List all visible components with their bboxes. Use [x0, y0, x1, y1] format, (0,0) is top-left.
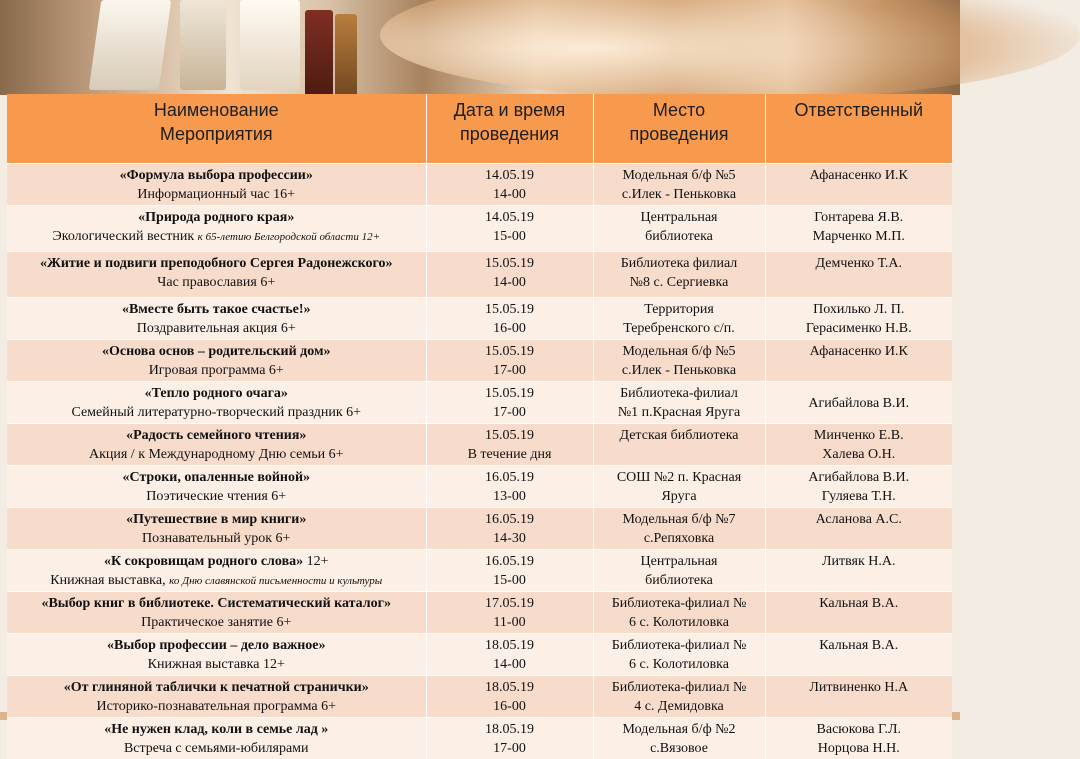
- event-datetime-cell: [426, 206, 593, 252]
- event-responsible-2: Гуляева Т.Н.: [768, 487, 951, 506]
- event-responsible-1: Афанасенко И.К: [768, 166, 951, 185]
- event-date: 18.05.19: [429, 636, 591, 655]
- event-datetime-cell: [426, 424, 593, 466]
- event-place-line1: Модельная б/ф №5: [596, 166, 763, 185]
- event-responsible-1: Литвяк Н.А.: [768, 552, 951, 571]
- book-image: [305, 10, 333, 100]
- event-title: «Выбор профессии – дело важное»: [107, 638, 326, 653]
- header-name-line1: Наименование: [11, 98, 422, 122]
- event-responsible-cell: [765, 252, 952, 298]
- event-time: 14-00: [429, 655, 591, 674]
- table-header-row: [7, 94, 952, 164]
- event-responsible-cell: [765, 550, 952, 592]
- event-description: Историко-познавательная программа 6+: [96, 699, 336, 714]
- event-datetime-cell: [426, 466, 593, 508]
- event-name-cell: [7, 340, 426, 382]
- column-header-place: [593, 94, 765, 164]
- event-title: «Вместе быть такое счастье!»: [122, 302, 311, 317]
- event-description: Акция / к Международному Дню семьи 6+: [89, 447, 344, 462]
- event-date: 15.05.19: [429, 384, 591, 403]
- event-datetime-cell: [426, 592, 593, 634]
- event-responsible-1: Агибайлова В.И.: [768, 468, 951, 487]
- event-name-cell: [7, 466, 426, 508]
- book-image: [89, 0, 172, 90]
- header-date-line1: Дата и время: [431, 98, 589, 122]
- event-responsible-cell: [765, 382, 952, 424]
- event-date: 16.05.19: [429, 510, 591, 529]
- event-date: 15.05.19: [429, 426, 591, 445]
- event-responsible-cell: [765, 718, 952, 759]
- table-row: [7, 298, 952, 340]
- column-header-responsible: [765, 94, 952, 164]
- event-place-cell: [593, 252, 765, 298]
- event-place-line2: Теребренского с/п.: [596, 319, 763, 338]
- event-title: «К сокровищам родного слова»: [104, 554, 303, 569]
- event-name-cell: [7, 676, 426, 718]
- event-place-cell: [593, 206, 765, 252]
- event-place-line2: Яруга: [596, 487, 763, 506]
- event-time: 17-00: [429, 739, 591, 758]
- event-datetime-cell: [426, 634, 593, 676]
- event-title: «Основа основ – родительский дом»: [102, 344, 331, 359]
- event-date: 15.05.19: [429, 254, 591, 273]
- event-datetime-cell: [426, 164, 593, 206]
- header-responsible: Ответственный: [770, 98, 949, 122]
- event-name-cell: [7, 508, 426, 550]
- column-header-name: [7, 94, 426, 164]
- event-name-cell: [7, 592, 426, 634]
- event-place-line2: библиотека: [596, 227, 763, 246]
- event-date: 15.05.19: [429, 300, 591, 319]
- event-title: «Не нужен клад, коли в семье лад »: [104, 722, 328, 737]
- event-responsible-cell: [765, 298, 952, 340]
- event-datetime-cell: [426, 382, 593, 424]
- event-date: 14.05.19: [429, 166, 591, 185]
- event-description: Информационный час 16+: [137, 187, 295, 202]
- event-time: 17-00: [429, 403, 591, 422]
- event-datetime-cell: [426, 550, 593, 592]
- table-row: [7, 164, 952, 206]
- event-description: Поздравительная акция 6+: [137, 321, 296, 336]
- event-responsible-2: Марченко М.П.: [768, 227, 951, 246]
- event-place-cell: [593, 164, 765, 206]
- event-title: «Формула выбора профессии»: [120, 168, 313, 183]
- event-description: Семейный литературно-творческий праздник 6+: [71, 405, 361, 420]
- event-place-line1: Центральная: [596, 552, 763, 571]
- event-place-cell: [593, 634, 765, 676]
- event-description: Практическое занятие 6+: [141, 615, 291, 630]
- event-place-line1: Библиотека-филиал №: [596, 636, 763, 655]
- event-place-cell: [593, 592, 765, 634]
- event-title: «Выбор книг в библиотеке. Систематический каталог»: [41, 596, 391, 611]
- event-place-cell: [593, 298, 765, 340]
- event-responsible-2: Норцова Н.Н.: [768, 739, 951, 758]
- event-name-cell: [7, 550, 426, 592]
- events-table-container: [7, 94, 952, 720]
- event-title: «Радость семейного чтения»: [126, 428, 306, 443]
- event-responsible-cell: [765, 206, 952, 252]
- table-row: [7, 206, 952, 252]
- event-place-cell: [593, 382, 765, 424]
- event-date: 14.05.19: [429, 208, 591, 227]
- table-row: [7, 424, 952, 466]
- event-responsible-cell: [765, 466, 952, 508]
- event-name-cell: [7, 382, 426, 424]
- event-place-line2: библиотека: [596, 571, 763, 590]
- event-place-line2: 6 с. Колотиловка: [596, 655, 763, 674]
- event-date: 16.05.19: [429, 552, 591, 571]
- book-image: [335, 14, 357, 104]
- event-responsible-1: Кальная В.А.: [768, 594, 951, 613]
- event-place-cell: [593, 550, 765, 592]
- table-row: [7, 634, 952, 676]
- event-date: 16.05.19: [429, 468, 591, 487]
- book-image: [240, 0, 300, 90]
- event-place-line1: Детская библиотека: [596, 426, 763, 445]
- table-row: [7, 592, 952, 634]
- header-name-line2: Мероприятия: [11, 122, 422, 146]
- event-time: 15-00: [429, 227, 591, 246]
- event-responsible-2: Халева О.Н.: [768, 445, 951, 464]
- event-place-line1: Модельная б/ф №5: [596, 342, 763, 361]
- event-responsible-1: Минченко Е.В.: [768, 426, 951, 445]
- table-row: [7, 718, 952, 759]
- event-time: 16-00: [429, 697, 591, 716]
- event-datetime-cell: [426, 676, 593, 718]
- event-date: 18.05.19: [429, 720, 591, 739]
- event-name-cell: [7, 252, 426, 298]
- table-row: [7, 508, 952, 550]
- event-place-line2: с.Илек - Пеньковка: [596, 185, 763, 204]
- table-row: [7, 466, 952, 508]
- event-responsible-cell: [765, 676, 952, 718]
- header-place-line1: Место: [598, 98, 761, 122]
- table-row: [7, 340, 952, 382]
- event-description: Экологический вестник: [52, 229, 197, 244]
- event-responsible-cell: [765, 634, 952, 676]
- event-title-extra: 12+: [303, 554, 328, 569]
- event-responsible-cell: [765, 340, 952, 382]
- event-place-cell: [593, 466, 765, 508]
- event-name-cell: [7, 718, 426, 759]
- event-title: «Тепло родного очага»: [145, 386, 288, 401]
- event-place-line1: Библиотека филиал: [596, 254, 763, 273]
- event-responsible-cell: [765, 508, 952, 550]
- event-name-cell: [7, 424, 426, 466]
- event-responsible-1: Гонтарева Я.В.: [768, 208, 951, 227]
- event-place-line2: №1 п.Красная Яруга: [596, 403, 763, 422]
- event-description: Познавательный урок 6+: [142, 531, 290, 546]
- event-date: 15.05.19: [429, 342, 591, 361]
- header-place-line2: проведения: [598, 122, 761, 146]
- event-place-cell: [593, 424, 765, 466]
- table-row: [7, 676, 952, 718]
- event-responsible-1: Асланова А.С.: [768, 510, 951, 529]
- event-title: «Житие и подвиги преподобного Сергея Радонежского»: [40, 256, 392, 271]
- event-time: 13-00: [429, 487, 591, 506]
- event-place-line2: с.Вязовое: [596, 739, 763, 758]
- event-place-line1: Модельная б/ф №2: [596, 720, 763, 739]
- event-place-line1: СОШ №2 п. Красная: [596, 468, 763, 487]
- event-name-cell: [7, 206, 426, 252]
- event-name-cell: [7, 298, 426, 340]
- event-place-cell: [593, 676, 765, 718]
- events-table: [7, 94, 952, 759]
- event-title: «Природа родного края»: [138, 210, 294, 225]
- event-time: 14-00: [429, 273, 591, 292]
- event-responsible-cell: [765, 164, 952, 206]
- event-time: 16-00: [429, 319, 591, 338]
- event-description: Игровая программа 6+: [149, 363, 284, 378]
- event-place-line1: Библиотека-филиал №: [596, 678, 763, 697]
- event-place-cell: [593, 508, 765, 550]
- event-responsible-1: Кальная В.А.: [768, 636, 951, 655]
- event-responsible-1: Литвиненко Н.А: [768, 678, 951, 697]
- event-description: Поэтические чтения 6+: [146, 489, 286, 504]
- event-date: 17.05.19: [429, 594, 591, 613]
- event-title: «Путешествие в мир книги»: [126, 512, 306, 527]
- event-name-cell: [7, 164, 426, 206]
- event-place-line1: Территория: [596, 300, 763, 319]
- event-datetime-cell: [426, 252, 593, 298]
- event-responsible-1: Афанасенко И.К: [768, 342, 951, 361]
- event-description: Встреча с семьями-юбилярами: [124, 741, 309, 756]
- event-place-cell: [593, 718, 765, 759]
- event-description: Книжная выставка,: [50, 573, 169, 588]
- event-date: 18.05.19: [429, 678, 591, 697]
- event-datetime-cell: [426, 508, 593, 550]
- event-place-line2: 6 с. Колотиловка: [596, 613, 763, 632]
- book-image: [180, 0, 226, 90]
- event-title: «Строки, опаленные войной»: [122, 470, 310, 485]
- event-place-line2: с.Илек - Пеньковка: [596, 361, 763, 380]
- event-place-line1: Модельная б/ф №7: [596, 510, 763, 529]
- table-row: [7, 550, 952, 592]
- table-row: [7, 382, 952, 424]
- event-place-line2: с.Репяховка: [596, 529, 763, 548]
- event-place-line2: 4 с. Демидовка: [596, 697, 763, 716]
- event-responsible-1: Агибайлова В.И.: [768, 394, 951, 413]
- event-time: 15-00: [429, 571, 591, 590]
- event-note: ко Дню славянской письменности и культуры: [169, 575, 382, 587]
- event-responsible-1: Демченко Т.А.: [768, 254, 951, 273]
- event-place-line1: Центральная: [596, 208, 763, 227]
- table-row: [7, 252, 952, 298]
- event-responsible-1: Васюкова Г.Л.: [768, 720, 951, 739]
- event-time: 14-30: [429, 529, 591, 548]
- header-date-line2: проведения: [431, 122, 589, 146]
- event-name-cell: [7, 634, 426, 676]
- event-responsible-1: Похилько Л. П.: [768, 300, 951, 319]
- event-title: «От глиняной таблички к печатной странички»: [64, 680, 369, 695]
- event-datetime-cell: [426, 340, 593, 382]
- event-description: Час православия 6+: [157, 275, 275, 290]
- event-note: к 65-летию Белгородской области 12+: [198, 231, 380, 243]
- event-time: 11-00: [429, 613, 591, 632]
- event-datetime-cell: [426, 718, 593, 759]
- column-header-date: [426, 94, 593, 164]
- event-time: 14-00: [429, 185, 591, 204]
- event-responsible-cell: [765, 592, 952, 634]
- event-responsible-cell: [765, 424, 952, 466]
- event-time: 17-00: [429, 361, 591, 380]
- event-place-line1: Библиотека-филиал №: [596, 594, 763, 613]
- event-datetime-cell: [426, 298, 593, 340]
- event-place-line1: Библиотека-филиал: [596, 384, 763, 403]
- event-time: В течение дня: [429, 445, 591, 464]
- event-description: Книжная выставка 12+: [148, 657, 285, 672]
- event-place-line2: №8 с. Сергиевка: [596, 273, 763, 292]
- event-responsible-2: Герасименко Н.В.: [768, 319, 951, 338]
- event-place-cell: [593, 340, 765, 382]
